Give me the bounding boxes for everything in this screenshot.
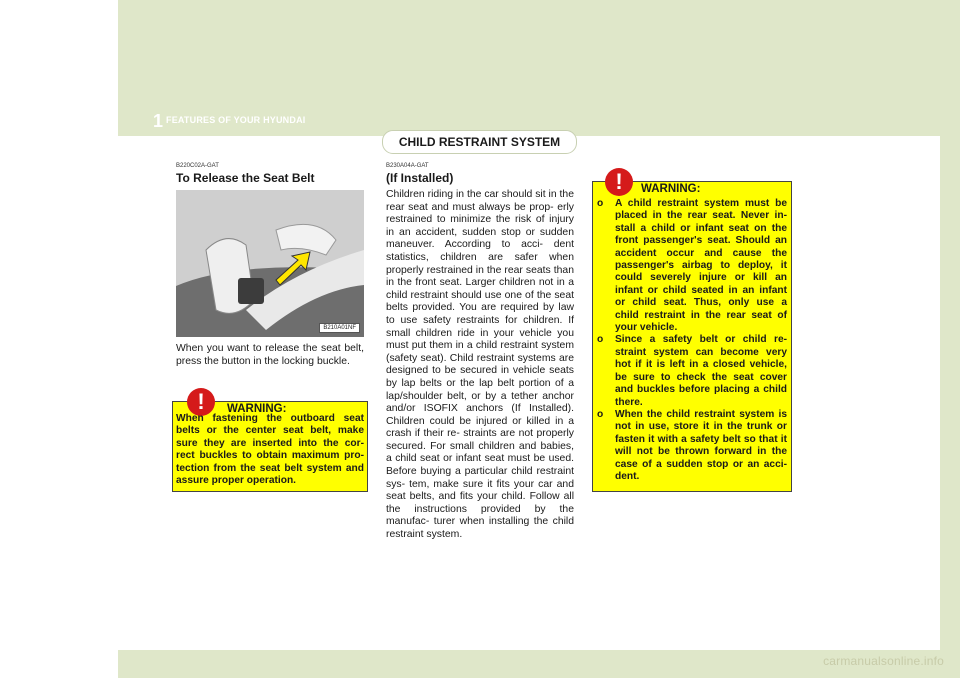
left-body-text: When you want to release the seat belt, press the button in the locking buckle. [176,343,364,367]
warning-list-item [597,409,787,483]
right-warning-title: WARNING: [641,183,701,195]
warning-item-text: Since a safety belt or child re- straint system can become very hot if it is left in a closed vehicle, be sure to check the seat cover and buckles before placing a child there. [615,334,787,408]
warning-list-item [597,334,787,408]
section-tab: CHILD RESTRAINT SYSTEM [382,130,577,154]
page-number: 34 [150,140,162,151]
warning-list-item [597,198,787,334]
left-section-code: B220C02A-GAT [176,163,219,169]
right-warning-list [597,198,787,483]
middle-section-code: B230A04A-GAT [386,163,429,169]
left-warning-text: When fastening the outboard seat belts or the center seat belt, make sure they are inserted into the cor- rect buckles to obtain maximum pro- tection from the seat belt system and assure proper operation. [176,413,364,487]
warning-icon: ! [605,168,633,196]
left-warning-box [172,389,368,492]
image-code-tag: B210A01NF [319,323,360,333]
seat-belt-release-photo [176,190,364,337]
bullet-marker: o [597,408,604,420]
warning-item-text: When the child restraint system is not in use, store it in the trunk or fasten it with a safety belt so that it will not be thrown forward in the case of a sudden stop or an acci- dent. [615,408,787,482]
warning-item-text: A child restraint system must be placed in the rear seat. Never in- stall a child or infant seat on the front passenger's seat. Should an accident occur and cause the passenger's airbag to deploy, it could severely injure or kill an infant or child seated in an infant or child seat. Thus, only use a child restraint in the rear seat of your vehicle. [615,198,787,334]
right-warning-box [592,169,792,492]
right-margin-band [940,136,960,650]
bullet-marker: o [597,334,604,346]
chapter-number: 1 [153,111,164,131]
left-section-heading: To Release the Seat Belt [176,171,315,185]
chapter-title: FEATURES OF YOUR HYUNDAI [166,115,306,125]
middle-body-text: Children riding in the car should sit in the rear seat and must always be prop- erly restrained to minimize the risk of injury in an accident, sudden stop or sudden maneuver. According to acci- dent statistics, children are safer when properly restrained in the rear seats than in the front seat. Larger children not in a child restraint should use one of the seat belts provided. You are required by law to use safety restraints for children. If small children ride in your vehicle you must put them in a child restraint system (safety seat). Child restraint systems are designed to be secured in vehicle seats by lap belts or the lap belt portion of a lap/shoulder belt, or by a tether anchor and/or ISOFIX anchors (If Installed). Children could be injured or killed in a crash if their re- straints are not properly secured. For small children and babies, a child seat or infant seat must be used. Before buying a particular child restraint sys- tem, make sure it fits your car and seat belts, and fits your child. Follow all the instructions provided by the manufac- turer when installing the child restraint system. [386,189,574,541]
left-warning-title: WARNING: [227,403,287,415]
warning-icon: ! [187,388,215,416]
seat-belt-illustration [176,190,364,337]
footer-watermark: carmanualsonline.info [823,654,944,668]
middle-section-heading: (If Installed) [386,171,454,185]
bullet-marker: o [597,198,604,209]
